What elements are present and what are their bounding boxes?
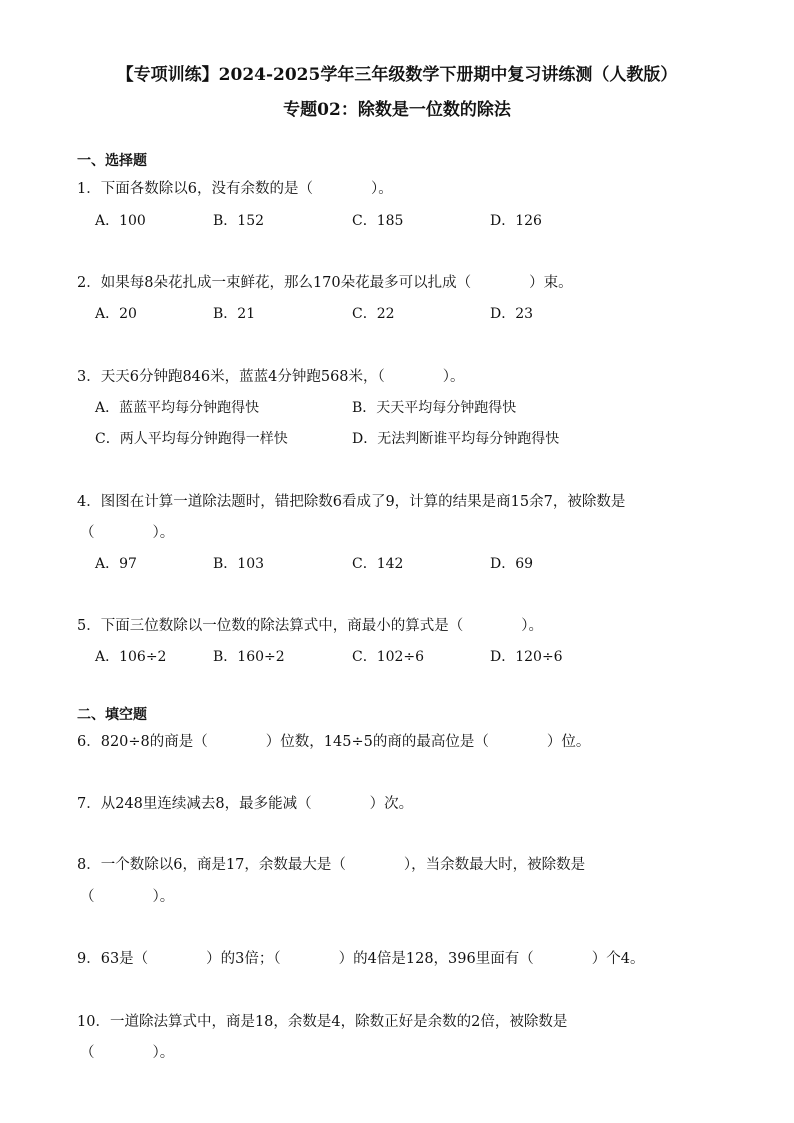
q3-option-c: C．两人平均每分钟跑得一样快 — [95, 431, 288, 447]
document-subtitle: 专题02：除数是一位数的除法 — [283, 100, 511, 120]
q4-option-b: B．103 — [213, 556, 265, 572]
section-heading-fill: 二、填空题 — [77, 707, 147, 723]
q2-option-b: B．21 — [213, 306, 256, 322]
question-8-continuation: （ ）。 — [80, 889, 175, 905]
q4-option-c: C．142 — [352, 556, 404, 572]
q5-option-a: A．106÷2 — [95, 649, 167, 665]
q5-option-b: B．160÷2 — [213, 649, 285, 665]
question-4-continuation: （ ）。 — [80, 525, 175, 541]
q3-option-b: B．天天平均每分钟跑得快 — [352, 400, 517, 416]
q3-option-d: D．无法判断谁平均每分钟跑得快 — [352, 431, 560, 447]
question-6: 6．820÷8的商是（ ）位数，145÷5的商的最高位是（ ）位。 — [77, 734, 591, 750]
q2-option-d: D．23 — [490, 306, 534, 322]
question-3: 3．天天6分钟跑846米，蓝蓝4分钟跑568米，（ ）。 — [77, 369, 465, 385]
question-2: 2．如果每8朵花扎成一束鲜花，那么170朵花最多可以扎成（ ）束。 — [77, 275, 573, 291]
question-1: 1．下面各数除以6，没有余数的是（ ）。 — [77, 181, 393, 197]
q4-option-a: A．97 — [95, 556, 137, 572]
question-9: 9．63是（ ）的3倍；（ ）的4倍是128，396里面有（ ）个4。 — [77, 951, 645, 967]
question-4: 4．图图在计算一道除法题时，错把除数6看成了9，计算的结果是商15余7，被除数是 — [77, 494, 626, 510]
question-10-continuation: （ ）。 — [80, 1045, 175, 1061]
q3-option-a: A．蓝蓝平均每分钟跑得快 — [95, 400, 260, 416]
q1-option-d: D．126 — [490, 213, 542, 229]
q5-option-d: D．120÷6 — [490, 649, 563, 665]
question-8: 8．一个数除以6，商是17，余数最大是（ ），当余数最大时，被除数是 — [77, 857, 586, 873]
question-7: 7．从248里连续减去8，最多能减（ ）次。 — [77, 796, 414, 812]
question-10: 10．一道除法算式中，商是18，余数是4，除数正好是余数的2倍，被除数是 — [77, 1014, 568, 1030]
section-heading-choice: 一、选择题 — [77, 153, 147, 169]
q1-option-a: A．100 — [95, 213, 146, 229]
document-title: 【专项训练】2024-2025学年三年级数学下册期中复习讲练测（人教版） — [116, 65, 678, 85]
q4-option-d: D．69 — [490, 556, 534, 572]
q2-option-c: C．22 — [352, 306, 395, 322]
q2-option-a: A．20 — [95, 306, 137, 322]
q1-option-b: B．152 — [213, 213, 265, 229]
q1-option-c: C．185 — [352, 213, 404, 229]
question-5: 5．下面三位数除以一位数的除法算式中，商最小的算式是（ ）。 — [77, 618, 543, 634]
q5-option-c: C．102÷6 — [352, 649, 425, 665]
